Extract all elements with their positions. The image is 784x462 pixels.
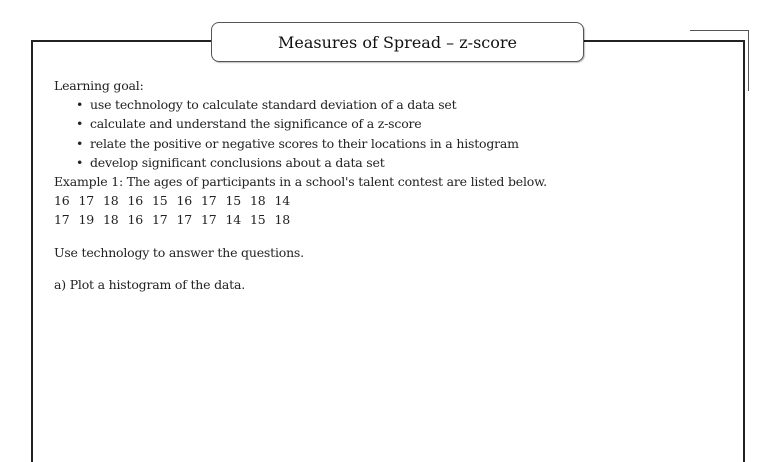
data-value: 18 [250, 193, 266, 209]
instruction-text: Use technology to answer the questions. [54, 244, 304, 260]
spacer [54, 262, 724, 275]
example-text: Example 1: The ages of participants in a school's talent contest are listed below. [54, 174, 547, 190]
data-value: 18 [103, 193, 119, 209]
data-row-1 [54, 191, 724, 210]
data-value: 17 [176, 212, 193, 228]
data-value: 17 [78, 193, 95, 209]
data-value: 16 [127, 193, 144, 209]
data-value: 15 [225, 193, 242, 209]
data-value: 19 [78, 212, 95, 228]
learning-goal-heading: Learning goal: [54, 78, 144, 93]
data-value: 14 [274, 193, 291, 209]
data-value: 18 [274, 212, 291, 228]
learning-goal-item: • relate the positive or negative scores to their locations in a histogram [76, 134, 724, 153]
learning-goal-item: • use technology to calculate standard deviation of a data set [76, 95, 724, 114]
data-value: 17 [201, 193, 217, 209]
data-value: 18 [103, 212, 119, 228]
data-value: 17 [152, 212, 168, 228]
learning-goal-item: • develop significant conclusions about a data set [76, 153, 724, 172]
worksheet-content [54, 76, 724, 294]
data-value: 16 [54, 193, 70, 209]
learning-goal-item: • calculate and understand the significance of a z-score [76, 114, 724, 133]
data-value: 14 [225, 212, 242, 228]
spacer [54, 230, 724, 243]
data-value: 15 [152, 193, 168, 209]
data-value: 16 [127, 212, 144, 228]
data-value: 15 [250, 212, 266, 228]
data-value: 17 [201, 212, 217, 228]
data-row-2 [54, 210, 724, 229]
data-value: 16 [176, 193, 193, 209]
learning-goal-list [54, 95, 724, 172]
page-title [211, 22, 584, 62]
data-value: 17 [54, 212, 70, 228]
question-a: a) Plot a histogram of the data. [54, 276, 245, 292]
page-title-text: Measures of Spread – z-score [278, 32, 517, 52]
